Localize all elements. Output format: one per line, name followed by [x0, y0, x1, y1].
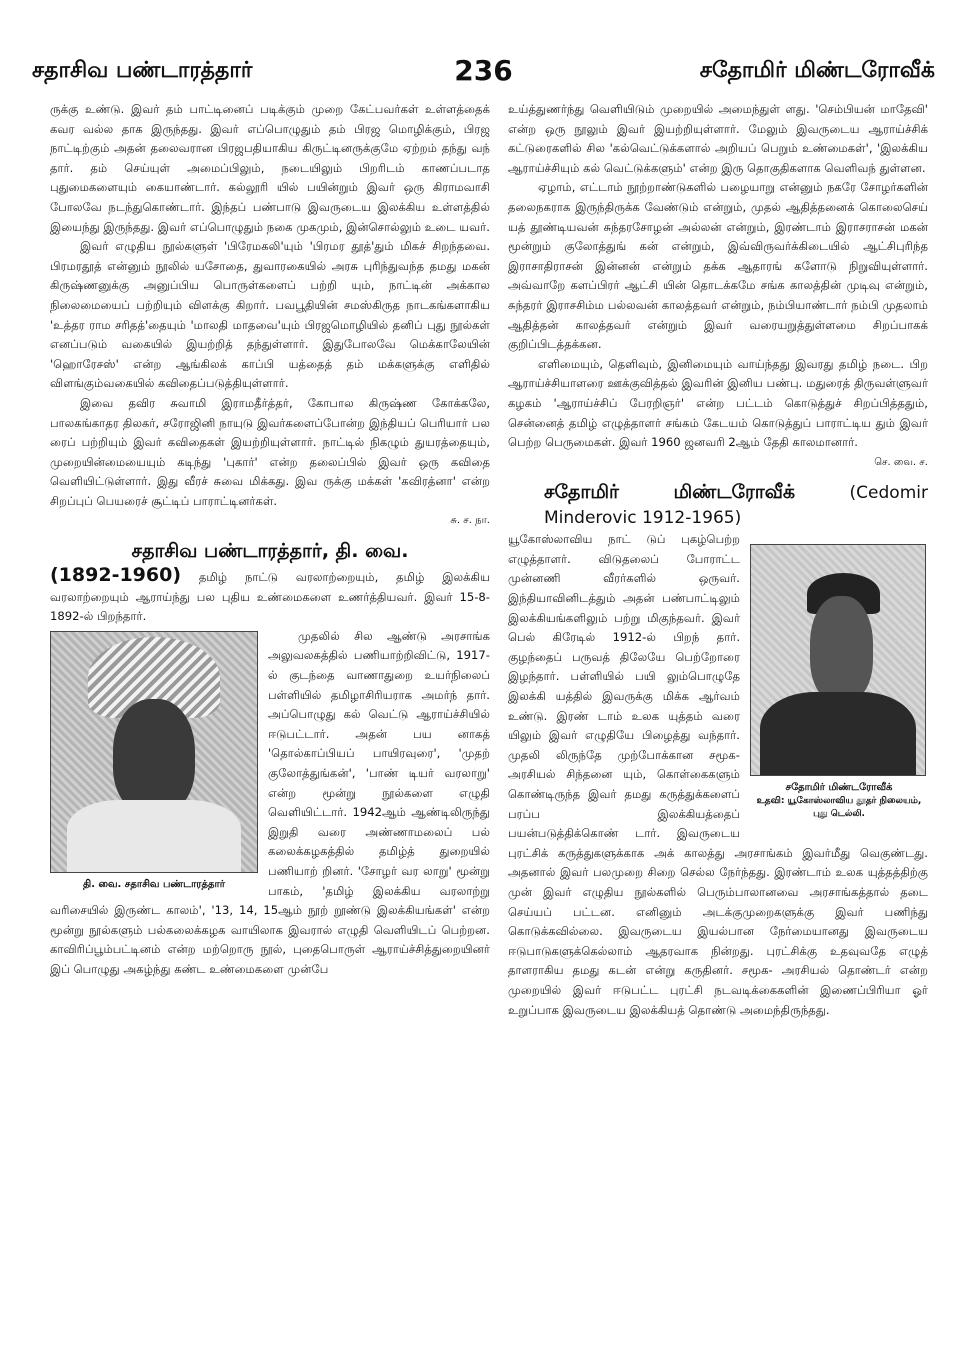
entry-intro: தமிழ் நாட்டு வரலாற்றையும், தமிழ் இலக்கிய வரலாற்றையும் ஆராய்ந்து பல புதிய உண்மைகளை உணர்த்தியவர். இவர் 15-8-1892-ல் பிறந்தார்.	[50, 570, 490, 624]
portrait-figure	[750, 544, 928, 821]
paragraph: இவர் எழுதிய நூல்களுள் 'பிரேமகலி'யும் 'பிரமர தூத்'தும் மிகச் சிறந்தவை. பிரமரதூத் என்னும் நூலில் யசோதை, துவாரகையில் அரசு புரிந்துவந்த தமது மகன் கிருஷ்ணனுக்கு அனுப்பிய பொருள்களைப் பற்றி யும், நாட்டின் அக்கால நிலைமையைப் பற்றியும் விளக்கு கிறார். பவபூதியின் சமஸ்கிருத நாடகங்களாகிய 'உத்தர ராம சரிதத்'தையும் 'மாலதி மாதவை'யும் பிரஜமொழியில் தனிப் புது நூல்கள் எனப்படும் வகையில் இயற்றித் தந்துள்ளார். இதுபோலவே மெக்காலேயின் 'ஹொரேசஸ்' என்ற ஆங்கிலக் காப்பி யத்தைத் தம் மக்களுக்கு எளிதில் விளங்கும்வகையில் கவிதைப்படுத்தியுள்ளார்.	[50, 239, 490, 391]
entry-heading	[508, 480, 928, 530]
paragraph: எளிமையும், தெளிவும், இனிமையும் வாய்ந்தது இவரது தமிழ் நடை. பிற ஆராய்ச்சியாளரை ஊக்குவித்தல் இவரின் இனிய பண்பு. மதுரைத் திருவள்ளுவர் கழகம் 'ஆராய்ச்சிப் பேரறிஞர்' என்ற பட்டம் கொடுத்துச் சிறப்பித்ததும், சென்னைத் தமிழ் எழுத்தாளர் சங்கம் கேடயம் கொடுத்துப் பாராட்டிய தும் இவர் பெற்ற பெருமைகள். இவர் 1960 ஜனவரி 2ஆம் தேதி காலமானார்.	[508, 356, 928, 450]
right-column	[508, 100, 928, 1350]
portrait-photo	[750, 544, 926, 776]
photo-caption: தி. வை. சதாசிவ பண்டாரத்தார்	[83, 878, 225, 890]
portrait-figure	[50, 631, 258, 892]
page-header	[32, 54, 935, 98]
paragraph: முதலில் சில ஆண்டு அரசாங்க அலுவலகத்தில் பணியாற்றிவிட்டு, 1917-ல் குடந்தை வாணாதுறை உயர்நிலைப் பள்ளியில் தமிழாசிரியராக அமர்ந் தார். அப்பொழுது கல் வெட்டு ஆராய்ச்சியில் ஈடுபட்டார். அதன் பய னாகத் 'தொல்காப்பியப் பாயிரவுரை', 'முதற் குலோத்துங்கன்', 'பாண் டியர் வரலாறு' என்ற மூன்று நூல்களை எழுதி வெளியிட்டார். 1942ஆம் ஆண்டிலிருந்து இறுதி வரை அண்ணாமலைப் பல் கலைக்கழகத்தில் தமிழ்த் துறையில் பணியாற் றினர். 'சோழர் வர லாறு' மூன்று பாகம், 'தமிழ் இலக்கிய வரலாற்று வரிசையில் இருண்ட காலம்', '13, 14, 15ஆம் நூற் றூண்டு இலக்கியங்கள்' என்ற மூன்று நூல்களும் பல்கலைக்கழக வாயிலாக இவரால் எழுதி வெளியிடப் பெற்றன. காவிரிப்பூம்பட்டினம் என்ற மற்றொரு நூல், புதைபொருள் ஆராய்ச்சித்துறையினர் இப் பொழுது அகழ்ந்து கண்ட உண்மைகளை முன்பே	[50, 628, 490, 976]
photo-caption: சதோமிர் மிண்டரோவீக்	[785, 782, 893, 794]
body-shape	[760, 692, 917, 776]
photo-credit: உதவி: யூகோஸ்லாவிய தூதர் நிலையம், புது டெல்லி.	[756, 796, 922, 820]
page-number: 236	[454, 54, 513, 87]
body-shape	[67, 800, 240, 873]
paragraph: யூகோஸ்லாவிய நாட் டுப் புகழ்பெற்ற எழுத்தாளர். விடுதலைப் போராட்ட முன்னணி வீரர்களில் ஒருவர். இந்தியாவினிடத்தும் அதன் பண்பாட்டிலும் இலக்கியங்களிலும் பற்று மிகுந்தவர். இவர் பெல் கிரேடில் 1912-ல் பிறந் தார். குழந்தைப் பருவத் திலேயே பெற்றோரை இழந்தார். பள்ளியில் பயி லும்பொழுதே இலக்கி யத்தில் இவருக்கு மிக்க ஆர்வம் உண்டு. இரண் டாம் உலக யுத்தம் வரை யிலும் இவர் எழுதியே பிழைத்து வந்தார். முதலி லிருந்தே முற்போக்கான சமூக-அரசியல் சிந்தனை யும், கொள்கைகளும் கொண்டிருந்த இவர் தமது கருத்துக்களைப் பரப்ப இலக்கியத்தைப் பயன்படுத்திக்கொண் டார். இவருடைய புரட்சிக் கருத்துகளுக்காக அக் காலத்து அரசாங்கம் இவர்மீது வெகுண்டது. அதனால் இவர் பலமுறை சிறை செல்ல நேர்ந்தது. இரண்டாம் உலக யுத்தத்திற்கு முன் இவர் எழுதிய நூல்களில் பெரும்பாலானவை அரசாங்கத்தால் தடை செய்யப் பட்டன. எனினும் அடக்குமுறைகளுக்கு இவர் பணிந்து கொடுக்கவில்லை. இவருடைய இயல்பான நேர்மையானது இவருடைய ஈடுபாடுகளுக்கெல்லாம் ஆதரவாக நின்றது. புரட்சிக்கு உதவுவதே எழுத் தாளராகிய தமது கடன் என்று கருதினர். சமூக- அரசியல் தொண்டர் என்ற முறையில் இவர் ஈடுபட்ட புரட்சி நடவடிக்கைகளின் இணைப்பிரியா ஓர் உறுப்பாக இவருடைய இலக்கியத் தொண்டு அமைந்திருந்தது.	[508, 532, 928, 1017]
paragraph: இவை தவிர சுவாமி இராமதீர்த்தர், கோபால கிருஷ்ண கோக்கலே, பாலகங்காதர திலகர், சரோஜினி நாயுடு இவர்களைப்போன்ற இந்தியப் பெரியார் பல ரைப் பற்றியும் இவர் கவிதைகள் இயற்றியுள்ளார். நாட்டில் நிகழும் துயரத்தையும், முறையின்மையையும் கடிந்து 'புகார்' என்ற தலைப்பில் இவர் ஒரு கவிதை வெளியிட்டுள்ளார். இது வீரச் சுவை மிக்கது. இவ ருக்கு மக்கள் 'கவிரத்னா' என்ற சிறப்புப் பெயரைச் சூட்டிப் பாராட்டினர்கள்.	[50, 395, 490, 508]
face-shape	[810, 596, 873, 702]
paragraph: ஏழாம், எட்டாம் நூற்றாண்டுகளில் பழையாறு என்னும் நகரே சோழர்களின் தலைநகராக இருந்திருக்க வேண்டும் என்றும், முதல் ஆதித்தனைக் கொலைசெய் யத் தூண்டியவன் சுந்தரசோழன் அல்லன் என்றும், இரண்டாம் இராசராசன் மகன் மூன்றும் குலோத்துங் கன் என்றும், இவ்விருவர்க்கிடையில் ஆட்சிபுரிந்த இராசாதிராசன் இன்னன் என்றும் தக்க ஆதாரங் களோடு நிறுவியுள்ளார். அவ்வாறே களப்பிரர் ஆட்சி யின் தொடக்கமே சங்க காலத்தின் முடிவு என்றும், சுந்தரர் இராசசிம்ம பல்லவன் காலத்தவர் என்றும், நம்பியாண்டார் நம்பி முதலாம் ஆதித்தன் காலத்தவர் என்றும் இவர் வரையறுத்துள்ளமை சிறப்பாகக் குறிப்பிடத்தக்கன.	[508, 180, 928, 352]
left-column	[50, 100, 490, 1350]
entry-heading-latin: (Cedomir Minderovic 1912-1965)	[544, 483, 928, 529]
author-signature: செ. வை. ச.	[874, 456, 928, 468]
running-head-left: சதாசிவ பண்டாரத்தார்	[32, 58, 253, 83]
entry-heading: சதாசிவ பண்டாரத்தார், தி. வை.	[131, 540, 409, 563]
paragraph: உய்த்துணர்ந்து வெளியிடும் முறையில் அமைந்துள் ளது. 'செம்பியன் மாதேவி' என்ற ஒரு நூலும் இவர் இயற்றியுள்ளார். மேலும் இவருடைய ஆராய்ச்சிக் கட்டுரைகளில் சில 'கல்வெட்டுக்களால் அறியப் பெறும் உண்மைகள்', 'இலக்கிய ஆராய்ச்சியும் கல் வெட்டுக்களும்' என்ற இரு தொகுதிகளாக வெளிவந் துள்ளன.	[508, 102, 928, 175]
portrait-photo	[50, 631, 258, 873]
entry-years: (1892-1960)	[50, 564, 182, 587]
face-shape	[113, 699, 195, 814]
entry-heading-tamil: சதோமிர் மிண்டரோவீக்	[544, 481, 796, 504]
paragraph: ருக்கு உண்டு. இவர் தம் பாட்டினைப் படிக்கும் முறை கேட்பவர்கள் உள்ளத்தைக் கவர வல்ல தாக இருந்தது. இவர் எப்பொழுதும் தம் பிரஜ மொழிக்கும், பிரஜ நாட்டிற்கும் அதன் தலைவரான பிரஜபதியாகிய கிருட்டினருக்குமே ஏற்றம் தந்து வந் தார். தம் செய்யுள் அமைப்பிலும், நடையிலும் பிறரிடம் காணப்படாத புதுமைகளையும் கையாண்டார். கல்லூரி யில் பயின்றும் இவர் ஒரு கிராமவாசி போலவே நடந்துகொண்டார். இந்தப் பண்பாடு இவருடைய இலக்கிய உள்ளத்தில் இயைந்து இருந்தது. இவர் எப்பொழுதும் நகை முகமும், இன்சொல்லும் உடை யவர்.	[50, 102, 490, 234]
author-signature: சு. ச. நா.	[450, 515, 490, 527]
running-head-right: சதோமிர் மிண்டரோவீக்	[699, 58, 935, 83]
